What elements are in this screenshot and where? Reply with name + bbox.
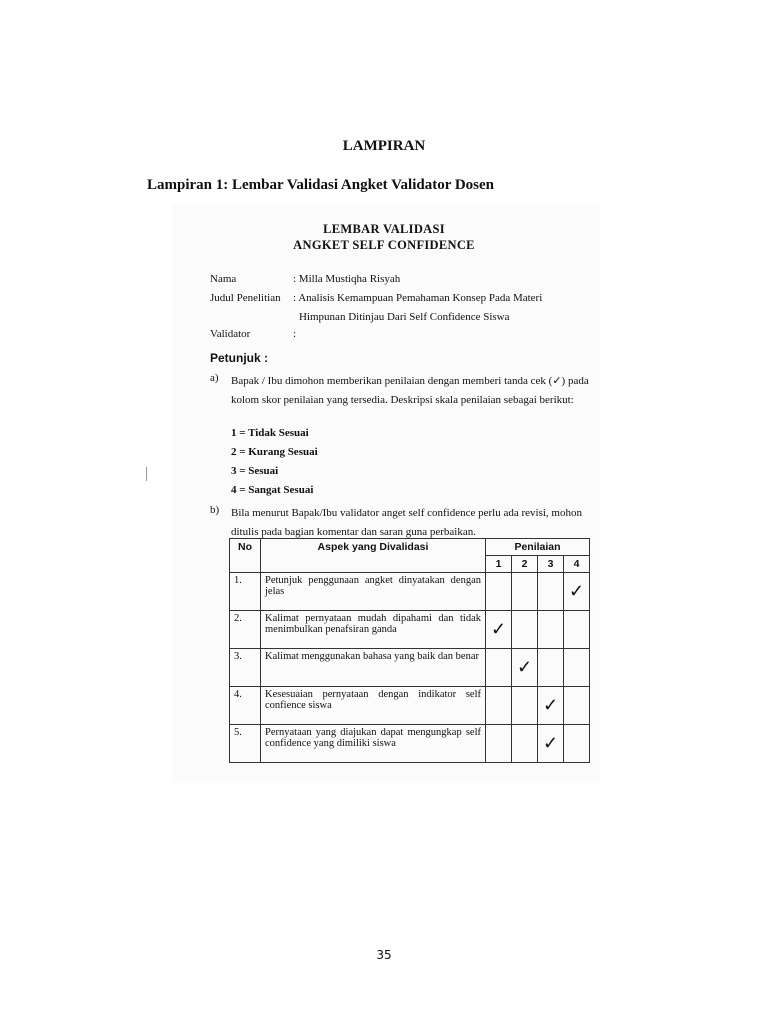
score-cell-1[interactable]: [486, 649, 512, 687]
form-title: LEMBAR VALIDASI: [323, 222, 445, 236]
instruction-a-marker: a): [210, 372, 219, 384]
checkmark-icon: ✓: [516, 657, 533, 677]
row-aspek: Pernyataan yang diajukan dapat mengungkap self confidence yang dimiliki siswa: [261, 725, 486, 763]
score-cell-1[interactable]: [486, 687, 512, 725]
row-number: 4.: [230, 687, 261, 725]
score-cell-1[interactable]: [486, 573, 512, 611]
score-header-2: 2: [512, 556, 538, 573]
table-row: [230, 649, 590, 687]
row-aspek: Kalimat pernyataan mudah dipahami dan tidak menimbulkan penafsiran ganda: [261, 611, 486, 649]
header-aspek: Aspek yang Divalidasi: [261, 539, 486, 573]
judul-value-continued: Himpunan Ditinjau Dari Self Confidence Siswa: [299, 311, 510, 323]
row-number: 1.: [230, 573, 261, 611]
score-cell-4[interactable]: [564, 573, 590, 611]
score-cell-4[interactable]: [564, 725, 590, 763]
row-number: 2.: [230, 611, 261, 649]
score-header-1: 1: [486, 556, 512, 573]
scale-item-1: 1 = Tidak Sesuai: [231, 427, 309, 439]
page-number: 35: [376, 948, 392, 962]
table-row: [230, 611, 590, 649]
page-heading: LAMPIRAN: [342, 138, 426, 154]
score-cell-3[interactable]: [538, 725, 564, 763]
scale-item-4: 4 = Sangat Sesuai: [231, 484, 314, 496]
score-header-4: 4: [564, 556, 590, 573]
checkmark-icon: ✓: [490, 619, 507, 639]
checkmark-icon: ✓: [568, 581, 585, 601]
validation-table: [229, 538, 590, 763]
row-aspek: Kesesuaian pernyataan dengan indikator self confience siswa: [261, 687, 486, 725]
score-cell-1[interactable]: [486, 611, 512, 649]
score-cell-3[interactable]: [538, 649, 564, 687]
table-row: [230, 725, 590, 763]
score-cell-2[interactable]: [512, 725, 538, 763]
score-cell-4[interactable]: [564, 687, 590, 725]
score-cell-3[interactable]: [538, 611, 564, 649]
scale-item-3: 3 = Sesuai: [231, 465, 279, 477]
score-cell-4[interactable]: [564, 649, 590, 687]
instruction-a: Bapak / Ibu dimohon memberikan penilaian dengan memberi tanda cek (✓) pada kolom skor penilaian yang tersedia. Deskripsi skala penilaian sebagai berikut:: [231, 375, 589, 406]
form-subtitle: ANGKET SELF CONFIDENCE: [293, 238, 475, 252]
table-row: [230, 687, 590, 725]
validator-label: Validator: [210, 328, 251, 340]
instruction-b: Bila menurut Bapak/Ibu validator anget self confidence perlu ada revisi, mohon ditulis pada bagian komentar dan saran guna perbaikan.: [231, 507, 582, 538]
score-cell-1[interactable]: [486, 725, 512, 763]
score-header-3: 3: [538, 556, 564, 573]
score-cell-2[interactable]: [512, 687, 538, 725]
row-aspek: Petunjuk penggunaan angket dinyatakan dengan jelas: [261, 573, 486, 611]
instruction-b-marker: b): [210, 504, 220, 516]
instructions-title: Petunjuk :: [210, 351, 269, 365]
row-aspek: Kalimat menggunakan bahasa yang baik dan benar: [261, 649, 486, 687]
validator-value: :: [293, 328, 297, 340]
checkmark-icon: ✓: [542, 695, 559, 715]
scale-item-2: 2 = Kurang Sesuai: [231, 446, 318, 458]
judul-value: : Analisis Kemampuan Pemahaman Konsep Pada Materi: [293, 292, 543, 304]
row-number: 5.: [230, 725, 261, 763]
checkmark-icon: ✓: [542, 733, 559, 753]
judul-label: Judul Penelitian: [210, 292, 281, 304]
nama-label: Nama: [210, 273, 237, 285]
header-penilaian: Penilaian: [486, 539, 590, 556]
score-cell-3[interactable]: [538, 573, 564, 611]
scan-artifact: [146, 467, 147, 481]
score-cell-3[interactable]: [538, 687, 564, 725]
appendix-title: Lampiran 1: Lembar Validasi Angket Validator Dosen: [147, 177, 495, 193]
nama-value: : Milla Mustiqha Risyah: [293, 273, 401, 285]
score-cell-2[interactable]: [512, 649, 538, 687]
score-cell-2[interactable]: [512, 573, 538, 611]
header-no: No: [230, 539, 261, 573]
score-cell-4[interactable]: [564, 611, 590, 649]
table-row: [230, 573, 590, 611]
row-number: 3.: [230, 649, 261, 687]
score-cell-2[interactable]: [512, 611, 538, 649]
